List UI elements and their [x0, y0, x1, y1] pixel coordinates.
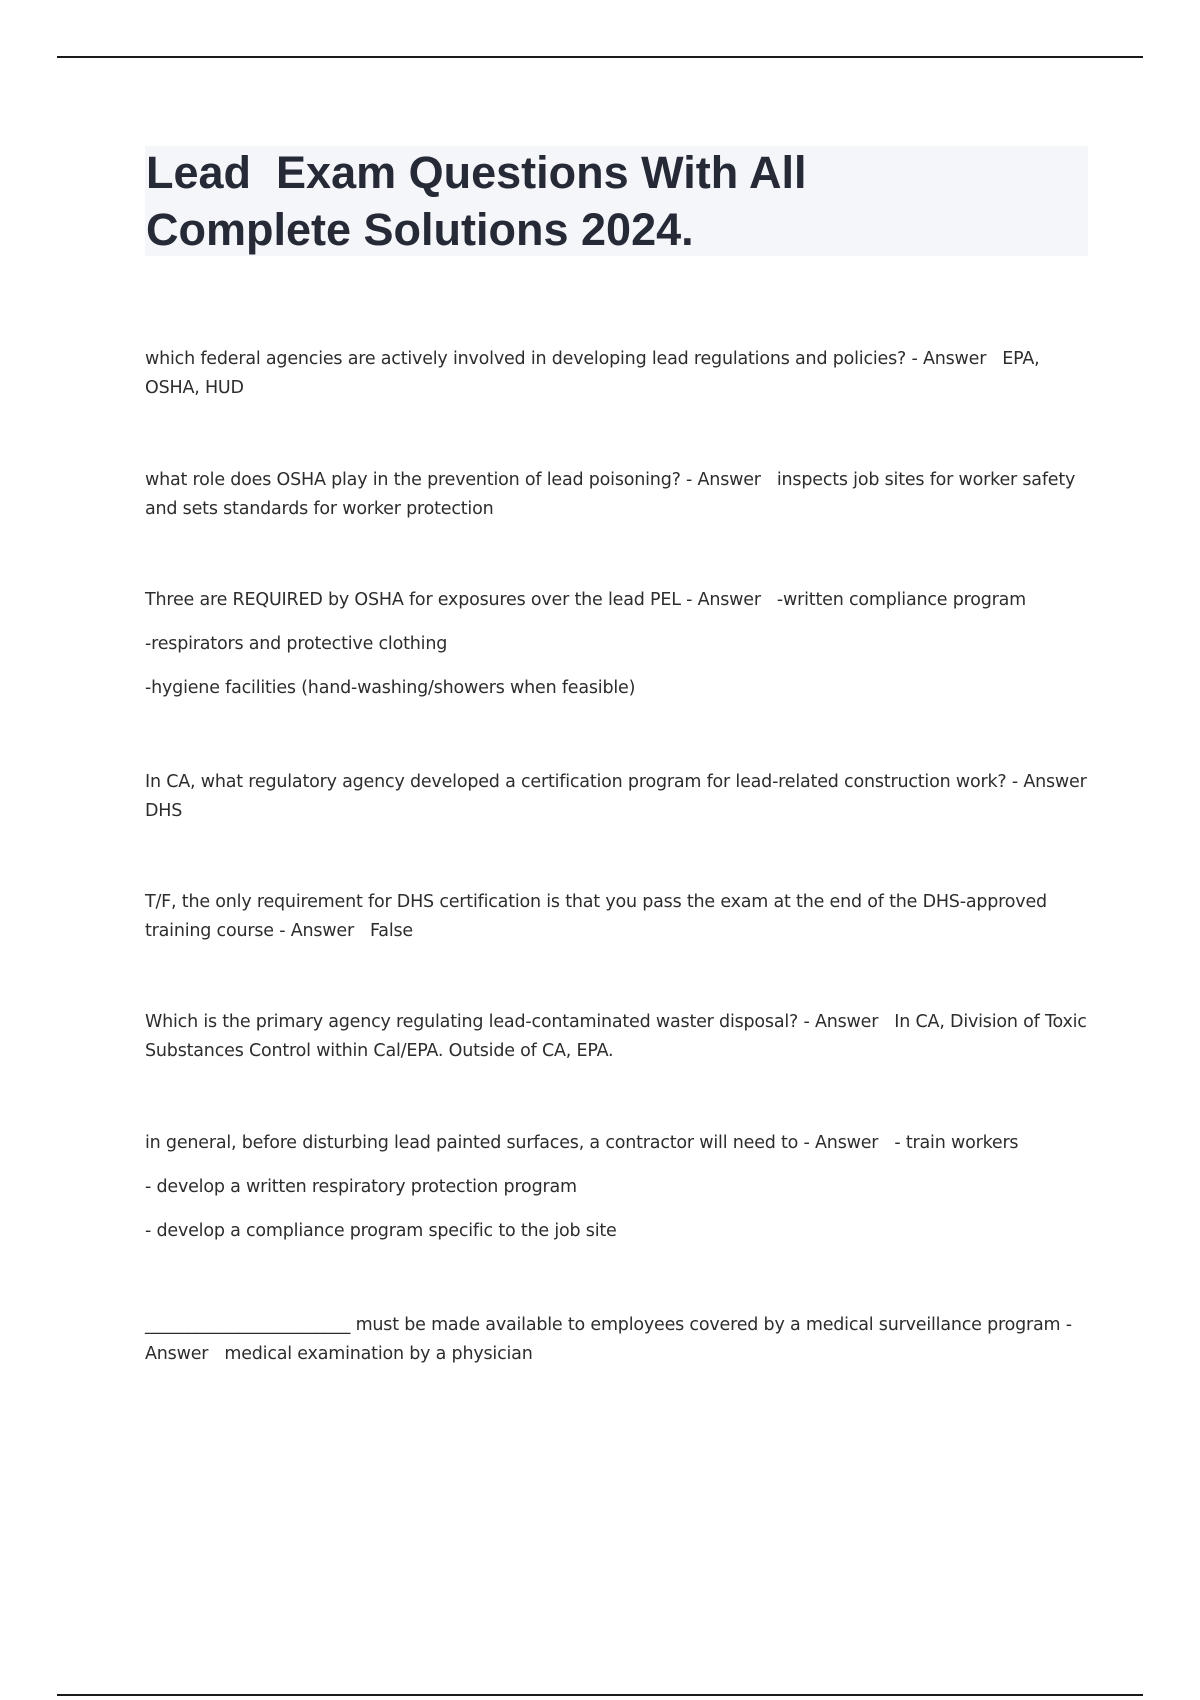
qa-item-1	[145, 345, 1090, 403]
qa-item-8	[145, 1311, 1090, 1369]
document-title: Lead Exam Questions With All Complete Solutions 2024.	[146, 147, 807, 255]
qa-bullet-line: - develop a written respiratory protection program	[145, 1177, 577, 1197]
qa-text: Three are REQUIRED by OSHA for exposures over the lead PEL - Answer -written compliance program	[145, 590, 1027, 610]
qa-bullet-line: -respirators and protective clothing	[145, 634, 448, 654]
qa-bullet-line: -hygiene facilities (hand-washing/showers when feasible)	[145, 678, 636, 698]
qa-text: T/F, the only requirement for DHS certification is that you pass the exam at the end of the DHS-approved training course - Answer False	[145, 892, 1053, 941]
qa-text: which federal agencies are actively involved in developing lead regulations and policies? - Answer EPA, OSHA, HUD	[145, 349, 1045, 398]
qa-item-5	[145, 888, 1090, 946]
qa-item-3	[145, 586, 1090, 703]
bottom-rule	[57, 1694, 1143, 1696]
qa-text: what role does OSHA play in the prevention of lead poisoning? - Answer inspects job sites for worker safety and sets standards for worker protection	[145, 470, 1081, 519]
qa-item-2	[145, 466, 1090, 524]
qa-text: In CA, what regulatory agency developed a certification program for lead-related construction work? - Answer DHS	[145, 772, 1103, 821]
qa-text: Which is the primary agency regulating lead-contaminated waster disposal? - Answer In CA, Division of Toxic Substances Control within Cal/EPA. Outside of CA, EPA.	[145, 1012, 1093, 1061]
top-rule	[57, 56, 1143, 58]
qa-item-4	[145, 768, 1103, 826]
qa-text: ________________________ must be made available to employees covered by a medical surveillance program - Answer medical examination by a physician	[145, 1315, 1078, 1364]
qa-item-6	[145, 1008, 1093, 1066]
qa-item-7	[145, 1129, 1090, 1246]
qa-text: in general, before disturbing lead painted surfaces, a contractor will need to - Answer - train workers	[145, 1133, 1019, 1153]
qa-bullet-line: - develop a compliance program specific to the job site	[145, 1221, 617, 1241]
